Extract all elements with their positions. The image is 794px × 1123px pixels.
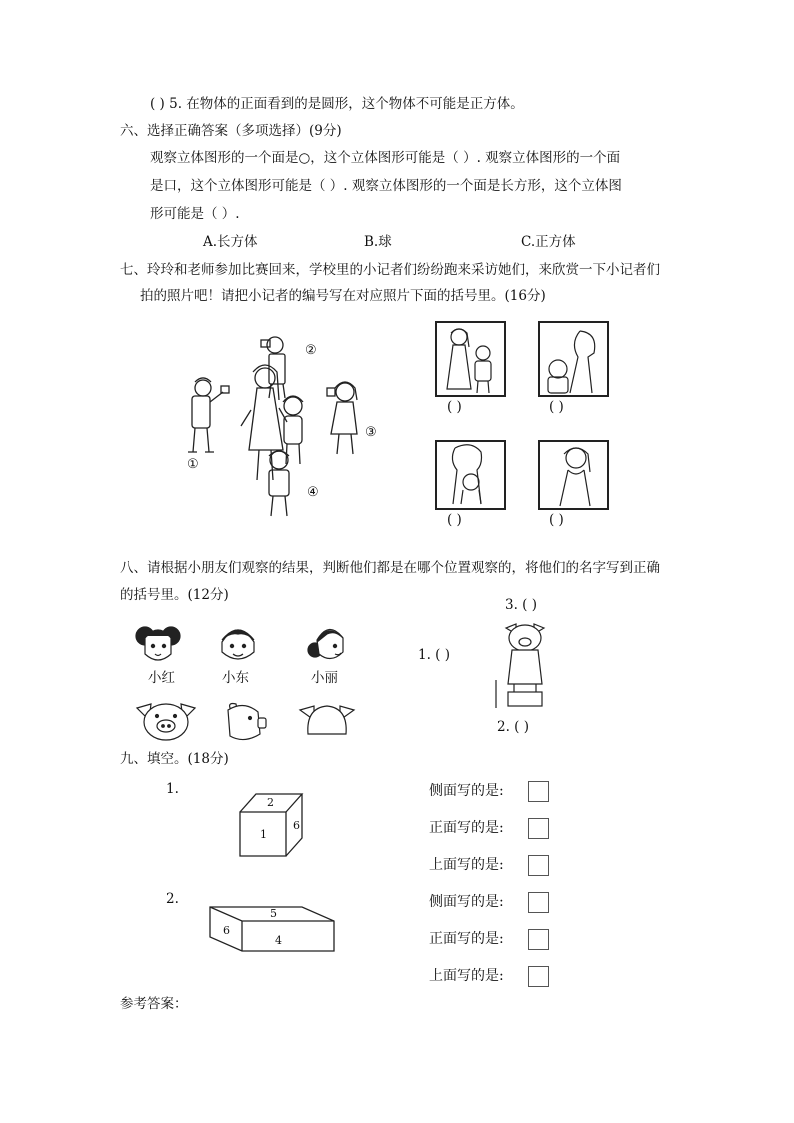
label-side-face-2: 侧面写的是: [429, 894, 504, 910]
option-a: A.长方体 [203, 234, 258, 250]
label-top-face-2: 上面写的是: [429, 968, 504, 984]
answer-box-side-2[interactable] [528, 892, 549, 913]
prism-front-face-number: 4 [275, 934, 282, 947]
reporter-mark-3: ③ [365, 425, 377, 440]
section-6-line-2: 是口，这个立体图形可能是（ ）. 观察立体图形的一个面是长方形，这个立体图 [150, 178, 622, 194]
name-xiaohong: 小红 [148, 670, 175, 686]
section-6-line-1: 观察立体图形的一个面是○，这个立体图形可能是（ ）. 观察立体图形的一个面 [150, 150, 621, 166]
section-9-title: 九、填空。(18分) [120, 751, 229, 767]
pig-front-view [133, 700, 199, 744]
section-6-line-3: 形可能是（ ）. [150, 206, 240, 222]
section-6-title: 六、选择正确答案（多项选择）(9分) [120, 123, 342, 139]
xiaodong-portrait [218, 620, 258, 666]
cube-side-face-number: 6 [293, 819, 300, 832]
reference-answer-label: 参考答案： [120, 996, 188, 1012]
cube-front-face-number: 1 [260, 828, 267, 841]
reporter-mark-4: ④ [307, 485, 319, 500]
option-c: C.正方体 [521, 234, 576, 250]
photo-3-answer-bracket: ( ) [447, 512, 462, 528]
reporter-mark-1: ① [187, 457, 199, 472]
cube-top-face-number: 2 [267, 796, 274, 809]
section-8-title-line-2: 的括号里。(12分) [120, 587, 229, 603]
position-3-bracket: 3. ( ) [505, 597, 537, 613]
reporter-mark-2: ② [305, 343, 317, 358]
name-xiaoli: 小丽 [311, 670, 338, 686]
prism-top-face-number: 5 [270, 907, 277, 920]
section-8-title-line-1: 八、请根据小朋友们观察的结果，判断他们都是在哪个位置观察的，将他们的名字写到正确 [120, 560, 660, 576]
label-front-face-1: 正面写的是: [429, 820, 504, 836]
answer-box-top-2[interactable] [528, 966, 549, 987]
photo-2-answer-bracket: ( ) [549, 399, 564, 415]
answer-box-front-2[interactable] [528, 929, 549, 950]
photo-4-answer-bracket: ( ) [549, 512, 564, 528]
answer-box-front-1[interactable] [528, 818, 549, 839]
photo-2 [538, 321, 609, 397]
question-5-text: ( ) 5. 在物体的正面看到的是圆形，这个物体不可能是正方体。 [150, 96, 524, 112]
answer-box-side-1[interactable] [528, 781, 549, 802]
position-1-bracket: 1. ( ) [418, 647, 450, 663]
pig-side-view [222, 700, 268, 744]
photo-4 [538, 440, 609, 510]
label-front-face-2: 正面写的是: [429, 931, 504, 947]
pig-back-view [296, 700, 358, 744]
section-7-title-line-2: 拍的照片吧！请把小记者的编号写在对应照片下面的括号里。(16分) [140, 288, 546, 304]
xiaohong-portrait [133, 620, 183, 666]
position-2-bracket: 2. ( ) [497, 719, 529, 735]
item-2-number: 2. [166, 891, 179, 907]
xiaoli-portrait [305, 620, 351, 666]
photo-1-answer-bracket: ( ) [447, 399, 462, 415]
photo-3 [435, 440, 506, 510]
pig-on-stand-illustration [494, 620, 560, 712]
name-xiaodong: 小东 [222, 670, 249, 686]
section-7-title-line-1: 七、玲玲和老师参加比赛回来，学校里的小记者们纷纷跑来采访她们，来欣赏一下小记者们 [120, 262, 660, 278]
item-1-number: 1. [166, 781, 179, 797]
label-top-face-1: 上面写的是: [429, 857, 504, 873]
prism-side-face-number: 6 [223, 924, 230, 937]
reporters-scene-illustration [175, 330, 395, 525]
option-b: B.球 [364, 234, 392, 250]
label-side-face-1: 侧面写的是: [429, 783, 504, 799]
photo-1 [435, 321, 506, 397]
answer-box-top-1[interactable] [528, 855, 549, 876]
